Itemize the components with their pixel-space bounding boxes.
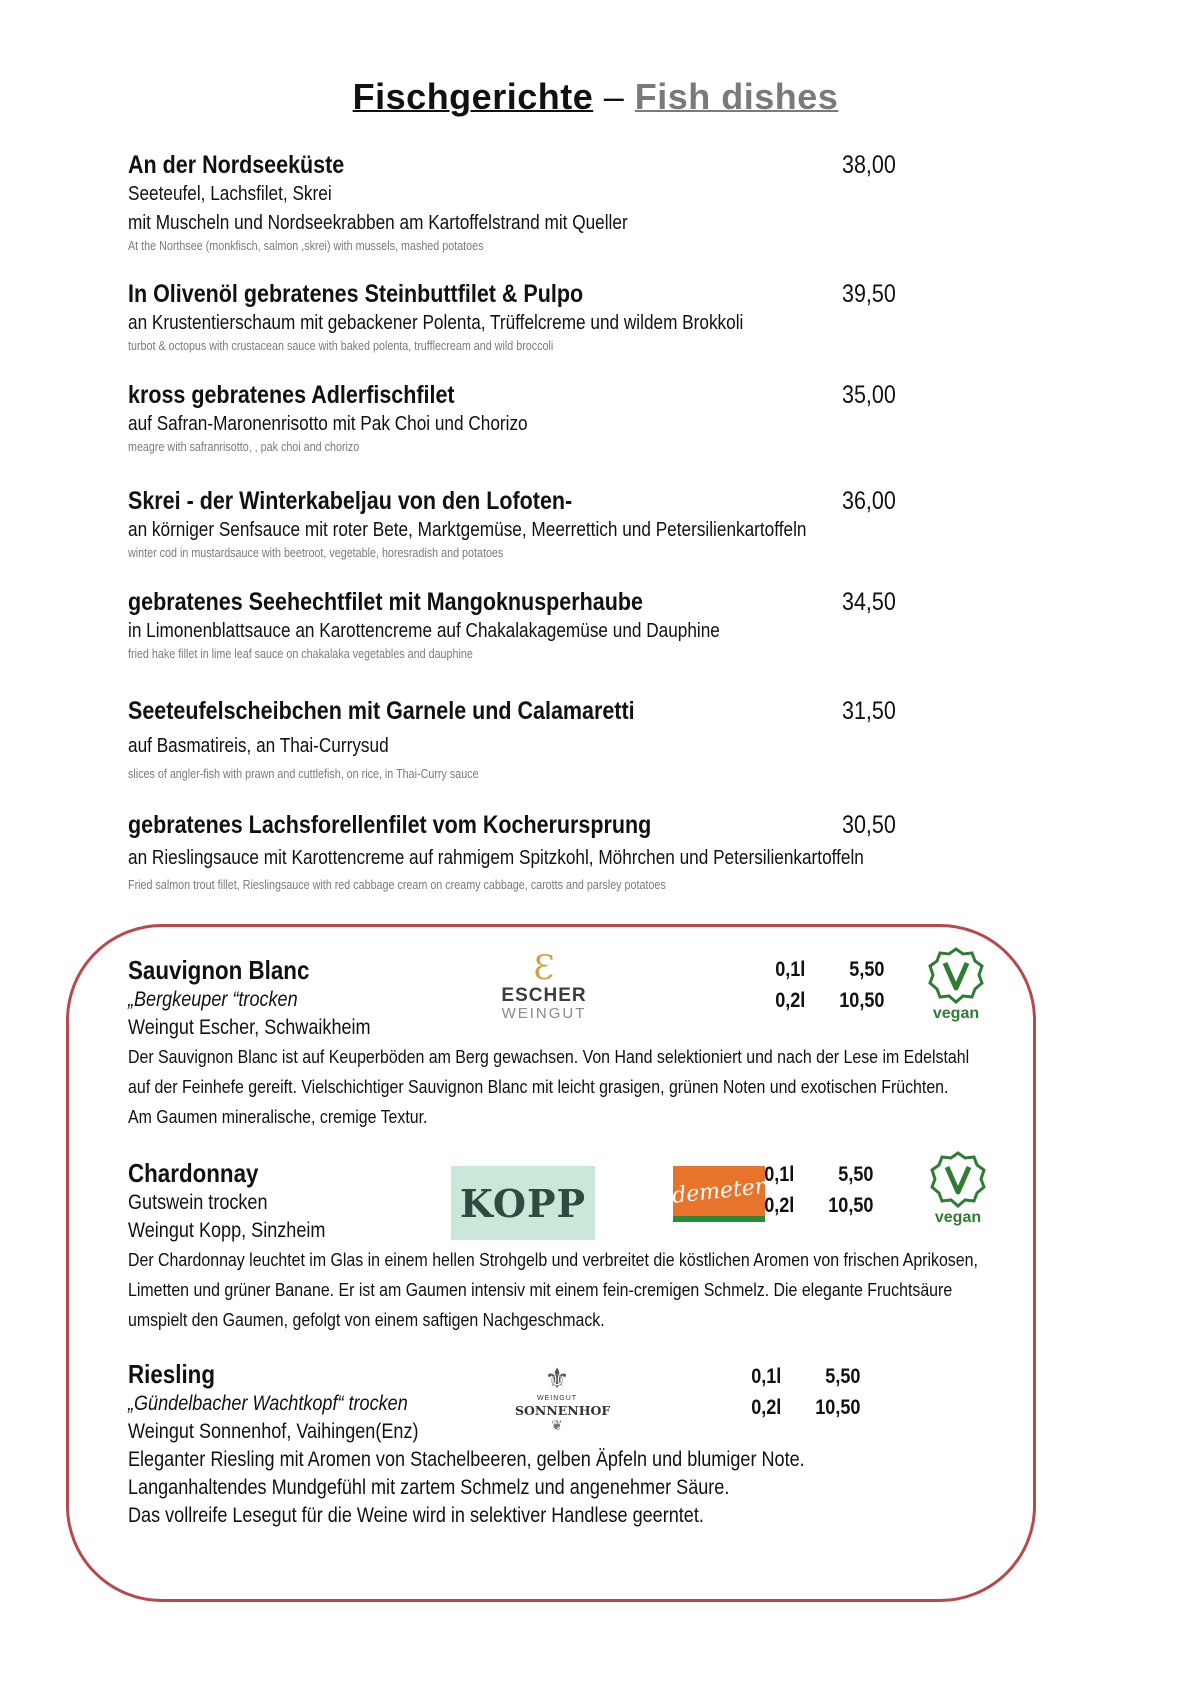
wine-description: Eleganter Riesling mit Aromen von Stachelbeeren, gelben Äpfeln und blumiger Note.: [128, 1448, 805, 1471]
dish-item: [128, 810, 908, 893]
wine-description: Am Gaumen mineralische, cremige Textur.: [128, 1106, 428, 1127]
logo-text: ESCHER: [501, 985, 587, 1006]
wine-name: Riesling: [128, 1359, 215, 1389]
dish-item: [128, 380, 908, 455]
dish-price: 39,50: [842, 280, 896, 308]
wine-description: Limetten und grüner Banane. Er ist am Gaumen intensiv mit einem fein-cremigen Schmelz. Die elegante Fruchtsäure: [128, 1279, 953, 1300]
vegan-label: vegan: [932, 1005, 980, 1022]
wine-description: umspielt den Gaumen, gefolgt von einem saftigen Nachgeschmack.: [128, 1309, 605, 1330]
dish-name: In Olivenöl gebratenes Steinbuttfilet & Pulpo: [128, 280, 584, 308]
leaf-icon: ❦: [551, 1417, 563, 1433]
glass-price: 5,50: [849, 958, 885, 981]
wine-winery: Weingut Sonnenhof, Vaihingen(Enz): [128, 1420, 419, 1443]
wine-description: Das vollreife Lesegut für die Weine wird in selektiver Handlese geerntet.: [128, 1504, 704, 1527]
glass-size: 0,1l: [764, 1163, 795, 1186]
glass-price: 10,50: [815, 1396, 861, 1419]
wine-prices: [741, 1159, 873, 1221]
glass-size: 0,1l: [751, 1365, 782, 1388]
glass-size: 0,2l: [751, 1396, 782, 1419]
dish-english: slices of angler-fish with prawn and cuttlefish, on rice, in Thai-Curry sauce: [128, 767, 479, 781]
logo-text: WEINGUT: [501, 1005, 587, 1022]
wine-description: auf der Feinhefe gereift. Vielschichtiger Sauvignon Blanc mit leicht grasigen, grünen Noten und exotischen Früchten.: [128, 1076, 949, 1097]
page-title: [0, 76, 1191, 118]
dish-description: an körniger Senfsauce mit roter Bete, Marktgemüse, Meerrettich und Petersilienkartoffeln: [128, 519, 807, 541]
escher-e-icon: Ɛ: [533, 948, 555, 988]
wine-prices: [752, 954, 884, 1016]
wine-description: Der Chardonnay leuchtet im Glas in einem hellen Strohgelb und verbreitet die köstlichen Aromen von frischen Aprikosen,: [128, 1249, 978, 1270]
dish-english: Fried salmon trout fillet, Rieslingsauce with red cabbage cream on creamy cabbage, carotts and parsley potatoes: [128, 878, 666, 892]
title-separator: –: [593, 76, 635, 117]
vegan-label: vegan: [934, 1209, 982, 1226]
wine-description: Der Sauvignon Blanc ist auf Keuperböden am Berg gewachsen. Von Hand selektioniert und nach der Lese im Edelstahl: [128, 1046, 970, 1067]
logo-text: WEINGUT: [536, 1395, 578, 1402]
dish-price: 38,00: [842, 151, 896, 179]
dish-name: Skrei - der Winterkabeljau von den Lofoten-: [128, 487, 573, 515]
dish-price: 30,50: [842, 811, 896, 839]
dish-english: winter cod in mustardsauce with beetroot, vegetable, horesradish and potatoes: [128, 546, 504, 560]
glass-price: 10,50: [828, 1194, 874, 1217]
dish-english: meagre with safranrisotto, , pak choi and chorizo: [128, 440, 360, 454]
dish-english: turbot & octopus with crustacean sauce with baked polenta, trufflecream and wild broccoli: [128, 339, 554, 353]
dish-name: Seeteufelscheibchen mit Garnele und Calamaretti: [128, 697, 635, 725]
logo-text: SONNENHOF: [515, 1403, 611, 1418]
glass-size: 0,1l: [775, 958, 806, 981]
dish-english: fried hake fillet in lime leaf sauce on chakalaka vegetables and dauphine: [128, 647, 473, 661]
dish-description: mit Muscheln und Nordseekrabben am Kartoffelstrand mit Queller: [128, 212, 628, 234]
dish-item: [128, 486, 908, 561]
dish-price: 35,00: [842, 381, 896, 409]
dish-name: kross gebratenes Adlerfischfilet: [128, 381, 455, 409]
wine-name: Sauvignon Blanc: [128, 955, 310, 985]
title-english: Fish dishes: [634, 76, 839, 117]
logo-text: demeter: [671, 1173, 767, 1209]
dish-description: an Krustentierschaum mit gebackener Polenta, Trüffelcreme und wildem Brokkoli: [128, 312, 744, 334]
dish-item: [128, 150, 908, 254]
glass-price: 5,50: [838, 1163, 874, 1186]
dish-item: [128, 696, 908, 782]
dish-price: 31,50: [842, 697, 896, 725]
vegan-icon: [926, 946, 986, 1022]
price-row: [728, 1392, 860, 1423]
wine-winery: Weingut Escher, Schwaikheim: [128, 1016, 371, 1039]
wine-style: „Bergkeuper “trocken: [128, 988, 298, 1011]
wine-name: Chardonnay: [128, 1158, 259, 1188]
dish-description: an Rieslingsauce mit Karottencreme auf rahmigem Spitzkohl, Möhrchen und Petersilienkartoffeln: [128, 847, 864, 869]
dish-description: auf Basmatireis, an Thai-Currysud: [128, 735, 389, 757]
wine-winery: Weingut Kopp, Sinzheim: [128, 1219, 326, 1242]
price-row: [728, 1361, 860, 1392]
kopp-logo: [451, 1166, 595, 1240]
wine-description: Langanhaltendes Mundgefühl mit zartem Schmelz und angenehmer Säure.: [128, 1476, 730, 1499]
dish-name: gebratenes Seehechtfilet mit Mangoknusperhaube: [128, 588, 643, 616]
wine-style: „Gündelbacher Wachtkopf“ trocken: [128, 1392, 408, 1415]
title-german: Fischgerichte: [352, 76, 594, 117]
glass-size: 0,2l: [764, 1194, 795, 1217]
glass-size: 0,2l: [775, 989, 806, 1012]
escher-weingut-logo: [496, 950, 592, 1032]
dish-item: [128, 279, 908, 354]
wine-prices: [728, 1361, 860, 1423]
dish-description: Seeteufel, Lachsfilet, Skrei: [128, 183, 332, 205]
dish-english: At the Northsee (monkfisch, salmon ,skrei) with mussels, mashed potatoes: [128, 239, 484, 253]
crest-icon: ⚜: [544, 1363, 570, 1394]
dish-price: 36,00: [842, 487, 896, 515]
dish-name: gebratenes Lachsforellenfilet vom Kocherursprung: [128, 811, 652, 839]
price-row: [741, 1159, 873, 1190]
glass-price: 5,50: [825, 1365, 861, 1388]
dish-price: 34,50: [842, 588, 896, 616]
sonnenhof-logo: [515, 1363, 611, 1440]
price-row: [752, 954, 884, 985]
dish-item: [128, 587, 908, 662]
glass-price: 10,50: [839, 989, 885, 1012]
dish-description: in Limonenblattsauce an Karottencreme auf Chakalakagemüse und Dauphine: [128, 620, 720, 642]
price-row: [741, 1190, 873, 1221]
dish-name: An der Nordseeküste: [128, 151, 345, 179]
vegan-icon: [928, 1150, 988, 1226]
dish-description: auf Safran-Maronenrisotto mit Pak Choi und Chorizo: [128, 413, 528, 435]
logo-text: KOPP: [459, 1180, 587, 1226]
price-row: [752, 985, 884, 1016]
wine-style: Gutswein trocken: [128, 1191, 268, 1214]
